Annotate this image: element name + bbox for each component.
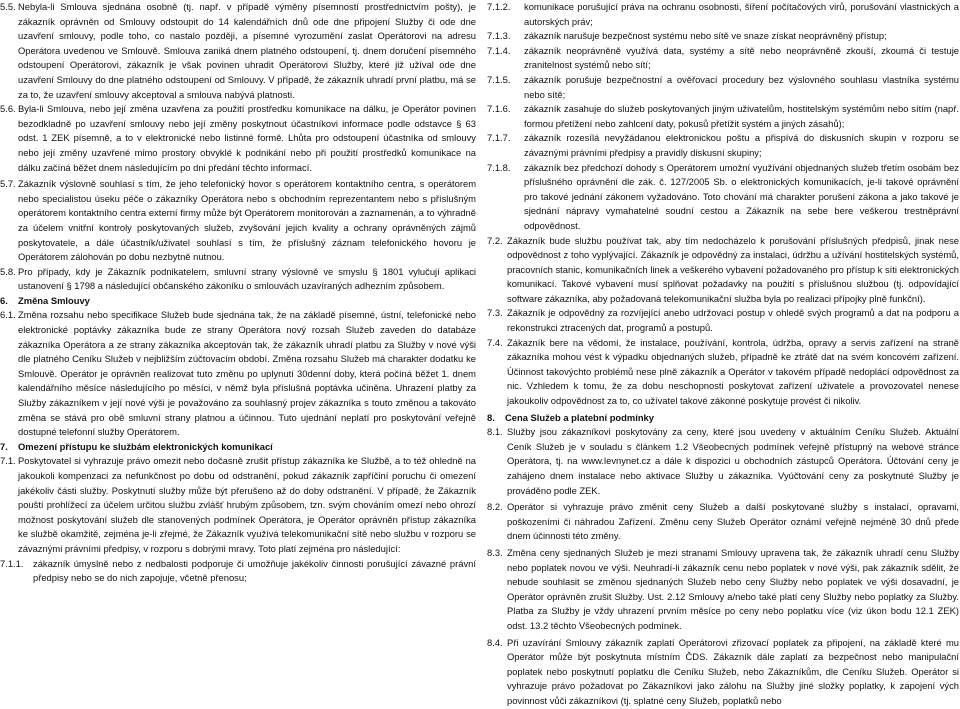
clause-7-4	[487, 336, 959, 409]
clause-text: Nebyla-li Smlouva sjednána osobně (tj. např. v případě výměny písemností prostřednictvím pošty), je zákazník oprávněn od Smlouvy odstoupit do 14 kalendářních dnů ode dne připojení Služby či ode dne uzavření smlouvy, podle toho, co nastalo později, a písemné vyrozumění zaslat Operátorovi na adresu Operátora uvedenou ve Smlouvě. Smlouva zaniká dnem platného odstoupení, tj. dnem doručení písemného odstoupení Operátorovi, zákazník je však povinen uhradit Operátorovi Služby, které již užíval ode dne uzavření Smlouvy do dne platného odstoupení od Smlouvy. V případě, že zákazník uhradí první platbu, má se za to, že uzavření smlouvy akceptoval a smlouva nabývá platnosti.	[18, 1, 476, 100]
clause-number: 7.1.7.	[487, 132, 511, 144]
clause-5-6	[0, 102, 476, 175]
clause-number: 7.1.2.	[487, 1, 511, 12]
clause-number: 8.4.	[487, 636, 503, 648]
clause-text: zákazník zasahuje do služeb poskytovaných jiným uživatelům, hostitelským systémům nebo sítím (např. formou přetížení nebo zahlcení daty, pokusů přetížit systém a jiných zásahů);	[524, 103, 959, 129]
clause-8-1	[487, 425, 959, 498]
clause-number: 5.5.	[0, 1, 16, 12]
left-column	[0, 0, 476, 586]
clause-text: Změna ceny sjednaných Služeb je mezi stranami Smlouvy upravena tak, že zákazník uhradí cenu Služby nebo poplatek novou ve výši. Neuhradí-li zákazník cenu nebo poplatek v nové výši, pak zákazník sdělit, že nebude souhlasit se změnou sjednaných Služeb nebo ceny Služby nebo poplatek ve výši dosavadní, je Operátor oprávněn zrušit Služby. Ust. 2.12 Smlouvy a/nebo také platí ceny Služby nebo poplatky za Služby. Platba za Služby je vždy uhrazení prvním měsíce po ceny nebo poplatku více (viz úkon bodu 12.1 ZEK) odst. 13.2 těchto Všeobecných podmínek.	[507, 546, 959, 631]
clause-text: Zákazník je odpovědný za rozvíjející anebo udržovací postup v ohledě svých programů a dat na podporu a rekonstrukci ztracených dat, programů a postupů.	[507, 307, 959, 334]
clause-7-1-5	[487, 73, 959, 102]
clause-7-3	[487, 306, 959, 335]
clause-number: 5.6.	[0, 103, 16, 115]
clause-text: zákazník porušuje bezpečnostní a ověřovací procedury bez výslovného souhlasu vlastníka systému nebo sítě;	[524, 73, 959, 100]
clause-number: 7.1.1.	[0, 557, 24, 569]
clause-7-1	[0, 454, 476, 556]
clause-text: Byla-li Smlouva, nebo její změna uzavřena za použití prostředku komunikace na dálku, je Operátor povinen bezodkladně po uzavření smlouvy nebo její změny poskytnout účastníkovi informace podle odstavce § 63 odst. 1 ZEK písemně, a to v elektronické nebo listinné formě. Lhůta pro odstoupení účastníka od smlouvy nebo její změny uzavřené mimo prostory obvyklé k podnikání nebo při použití prostředků komunikace na dálku začíná běžet dnem následujícím po dni předání těchto informací.	[18, 103, 476, 173]
clause-7-1-1	[0, 557, 476, 586]
clause-7-1-6	[487, 102, 959, 131]
clause-5-8	[0, 265, 476, 294]
clause-7-1-4	[487, 44, 959, 73]
clause-number: 7.3.	[487, 307, 503, 319]
clause-number: 8.2.	[487, 501, 503, 513]
right-column	[487, 0, 959, 709]
clause-text: zákazník rozesílá nevyžádanou elektronickou poštu a přispívá do diskusních skupin v rozporu se závaznými právními předpisy a pravidly diskusní skupiny;	[524, 132, 959, 158]
section-number: 6.	[0, 294, 8, 306]
clause-7-1-2	[487, 0, 959, 29]
section-7-heading	[0, 440, 476, 455]
clause-number: 7.1.6.	[487, 103, 511, 115]
clause-text: zákazník bez předchozí dohody s Operátorem umožní využívání objednaných služeb třetím osobám bez příslušného oprávnění dle zák. č. 127/2005 Sb. o elektronických komunikacích, je-li takové oprávnění pro takové jednání zákonem vyžadováno. Toto chování má charakter porušení zákona a jako takové je sjednání nápravy vymahatelné soudní cestou a Zákazník na sebe bere veškerou trestněprávní odpovědnost.	[524, 161, 959, 231]
clause-7-1-7	[487, 131, 959, 160]
clause-number: 7.2.	[487, 234, 503, 246]
clause-number: 6.1.	[0, 309, 16, 321]
clause-number: 7.1.5.	[487, 73, 511, 85]
section-title: Cena Služeb a platební podmínky	[505, 411, 654, 423]
clause-text: Zákazník výslovně souhlasí s tím, že jeho telefonický hovor s operátorem kontaktního centra, s operátorem nebo specialistou úseku péče o zákazníky Operátora nebo s obchodním reprezentantem nebo s příslušným operátorem kontaktního centra externí firmy může být Operátorem monitorován a zaznamenán, a to výhradně za účelem vnitřní kontroly poskytovaných služeb, zvyšování jejich kvality a ochrany oprávněných zájmů poskytovatele, a dále účastník/uživatel souhlasí s tím, že příslušný záznam telefonického hovoru je Operátorem zálohován po dobu nezbytně nutnou.	[18, 178, 476, 263]
clause-8-3	[487, 546, 959, 634]
clause-6-1	[0, 308, 476, 439]
clause-text: zákazník narušuje bezpečnost systému nebo sítě ve snaze získat neoprávněný přístup;	[524, 30, 887, 42]
clause-number: 7.1.8.	[487, 161, 511, 173]
section-6-heading	[0, 294, 476, 309]
clause-text: Zákazník bere na vědomí, že instalace, používání, kontrola, údržba, opravy a servis zařízení na straně zákazníka mohou vést k výpadku objednaných služeb, případně ke ztrátě dat na svém koncovém zařízení. Účinnost takovýchto problémů nese plně zákazník a Operátor v takovém případě nedoplácí odpovědnost za nic. Vzhledem k tomu, že za dobu neschopnosti poskytovat zařízení uživatele a provozovatel nenese jakoukoliv odpovědnost za to, co užívatel takové zákonné poskytuje provést či nikoliv.	[507, 336, 959, 407]
clause-text: Zákazník bude službu používat tak, aby tím nedocházelo k porušování příslušných předpisů, jinak nese odpovědnost z toho vyplývající. Zákazník je odpovědný za instalaci, údržbu a užívání hostitelských systémů, pracovních stanic, komunikačních linek a veškerého vybavení požadovaného pro přístup k síti elektronických komunikací. Takové vybavení musí splňovat požadavky na použití s příslušnou službou (tj. odpovídající software zákazníka, aby požadovaná telekomunikační služba byla po realizaci přípojky plně funkční).	[507, 234, 959, 304]
clause-number: 7.1.4.	[487, 44, 511, 56]
clause-number: 7.1.	[0, 455, 16, 467]
clause-text: Operátor si vyhrazuje právo změnit ceny Služeb a další poskytované služby s instalací, opravami, poškozeními či náhradou Zařízení. Změnu ceny Služeb Operátor oznámí veřejně nejméně 30 dnů přede dnem účinnosti této změny.	[507, 501, 959, 542]
clause-number: 8.1.	[487, 426, 503, 438]
clause-8-4	[487, 636, 959, 709]
clause-text: Při uzavírání Smlouvy zákazník zaplatí Operátorovi zřizovací poplatek za připojení, na základě které mu Operátor může být poskytnuta místním ČDS. Zákazník dále zaplatí za bezpečnost nebo manipulační poplatek nebo poskytnutí poplatku dle Ceníku Služeb, nebo Zákazníkům, dle Ceníku Služeb. Operátor si vyhrazuje právo požadovat po Zákazníkovi jako zálohu na Služby jiné složky poplatky, k zapojení vých povinnost vůči zákazníkovi (tj. splatné ceny Služeb, poplatků nebo	[507, 636, 959, 706]
section-title: Omezení přístupu ke službám elektronických komunikací	[18, 440, 273, 452]
clause-text: Změna rozsahu nebo specifikace Služeb bude sjednána tak, že na základě písemné, ústní, telefonické nebo elektronické poptávky zákazníka bude ze strany Operátora nový rozsah Služeb zaveden do databáze zákazníka Operátora a ze strany zákazníka akceptován tak, že zákazník uhradí platbu za Služby v nové výši dle platného Ceníku Služeb v nejbližším zúčtovacím období. Změna rozsahu Služeb má charakter dodatku ke Smlouvě. Operátor je oprávněn realizovat tuto změnu po uplynutí 30denní doby, která počíná běžet 1. dnem kalendářního měsíce následujícího po měsíci, v němž byla příslušná poptávka učiněna. Uhrazení platby za Služby zákazníkem v její nové výši je považováno za souhlasný projev zákazníka s touto změnou a takováto změna se stává pro obě smluvní strany platnou a účinnou. Tuto ujednání neplatí pro poskytování veřejně dostupné telefonní služby Operátorem.	[18, 309, 476, 438]
clause-7-1-3	[487, 29, 959, 44]
clause-text: zákazník neoprávněně využívá data, systémy a sítě nebo neoprávněně zkouší, zkoumá či testuje zranitelnost systémů nebo sítí;	[524, 44, 959, 71]
clause-text: zákazník úmyslně nebo z nedbalosti podporuje či umožňuje jakékoliv činnosti porušující závazné právní předpisy nebo se do nich zapojuje, včetně přenosu;	[33, 557, 476, 584]
section-number: 7.	[0, 440, 8, 452]
clause-number: 7.1.3.	[487, 30, 511, 42]
clause-text: Poskytovatel si vyhrazuje právo omezit nebo dočasně zrušit přístup zákazníka ke Službě, a to též ohledně na jakoukoli kompenzaci za nefunkčnost po dobu od odstranění, pokud zákazník zapříčiní poruchu či omezení jakékoliv části služby. Poskytnutí služby může být přerušeno až do doby odstranění. V případě, že Zákazník pouští prohlížecí za účelem určitou službu zvlášť hrubým způsobem, tzn. svým chováním omezí nebo ohrozí možnost poskytování služeb dle stanovených podmínek Operátora, je Operátor oprávněn přístup zákazníka ke službě okamžitě, zejména je-li zřejmé, že Zákazník využívá telekomunikační sítě nebo službu v rozporu se závaznými právními předpisy, v rozporu s dobrými mravy. Toto platí zejména pro následující:	[18, 455, 476, 554]
clause-5-7	[0, 177, 476, 265]
clause-text: Služby jsou zákazníkovi poskytovány za ceny, které jsou uvedeny v aktuálním Ceníku Služeb. Aktuální Ceník Služeb je v souladu s článkem 1.2 Všeobecných podmínek veřejně přístupný na webové stránce Operátora, tj. na www.levnynet.cz a dále k dispozici u obchodních zástupců Operátora. Účtování ceny je zahájeno dnem instalace nebo aktivace Služby u zákazníka. Vyúčtování ceny za poskytnuté Služby je prováděno podle ZEK.	[507, 426, 959, 496]
clause-number: 5.7.	[0, 178, 16, 190]
clause-number: 5.8.	[0, 265, 16, 277]
clause-7-2	[487, 234, 959, 307]
clause-number: 7.4.	[487, 336, 503, 348]
clause-number: 8.3.	[487, 546, 503, 558]
clause-text: komunikace porušující práva na ochranu osobnosti, šíření počítačových virů, porušování vlastnických a autorských práv;	[524, 1, 959, 27]
clause-8-2	[487, 500, 959, 544]
section-number: 8.	[487, 411, 495, 423]
section-title: Změna Smlouvy	[18, 294, 90, 306]
clause-text: Pro případy, kdy je Zákazník podnikatelem, smluvní strany výslovně ve smyslu § 1801 vylučují aplikaci ustanovení § 1798 a následující občanského zákoníku o smlouvách uzavíraných adhezním způsobem.	[18, 265, 476, 292]
section-8-heading	[487, 411, 959, 426]
clause-5-5	[0, 0, 476, 102]
clause-7-1-8	[487, 161, 959, 234]
